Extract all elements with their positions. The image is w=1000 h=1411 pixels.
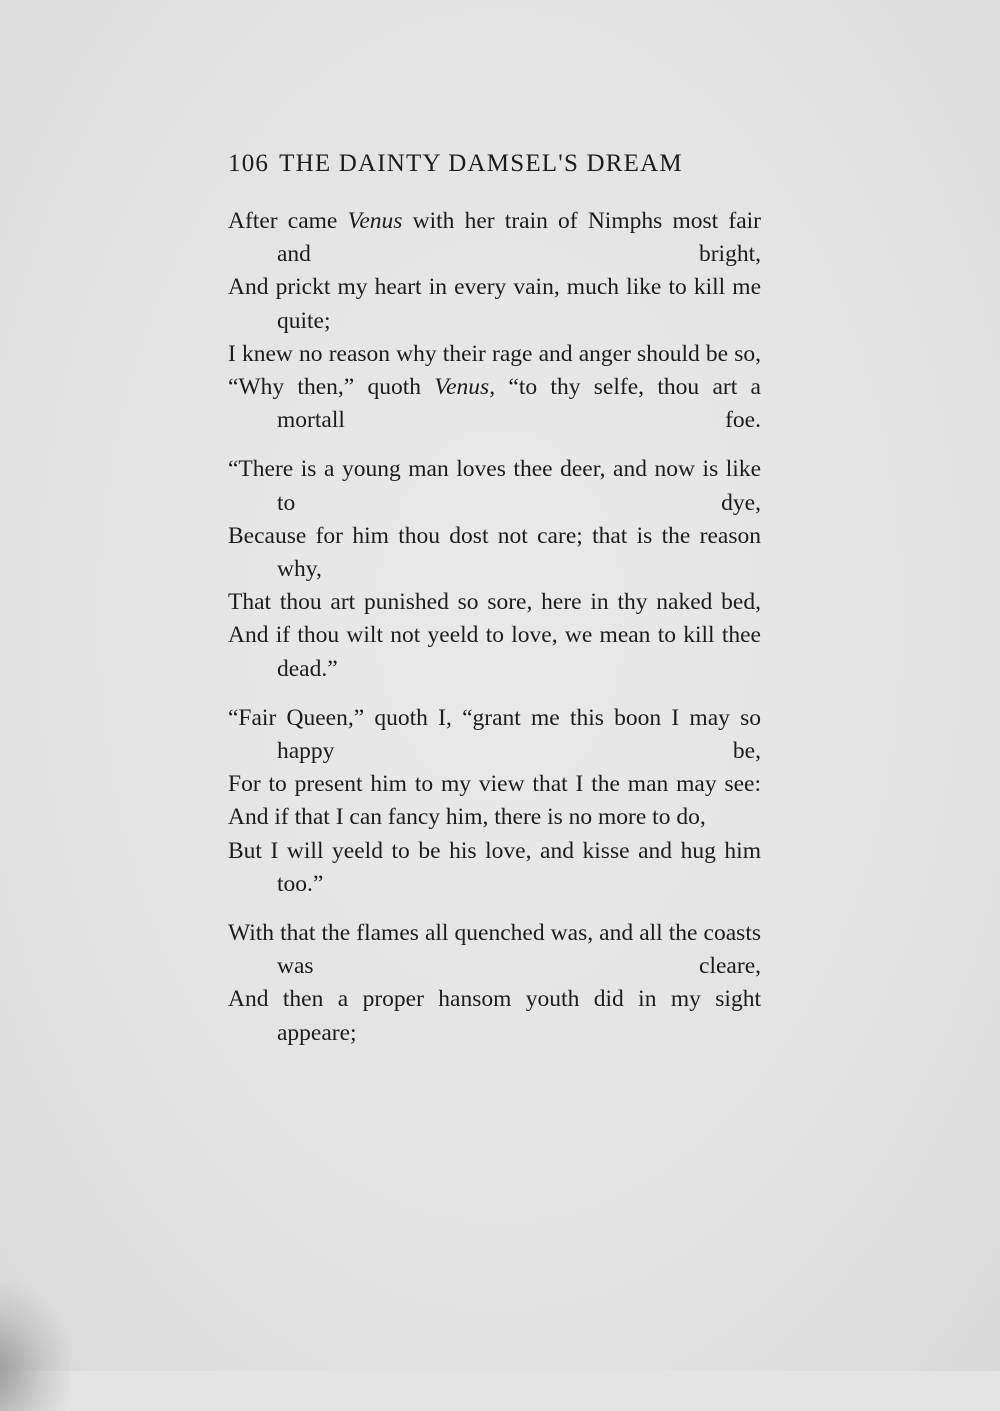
stanza <box>228 917 761 1050</box>
verse-line: I knew no reason why their rage and anger should be so, <box>228 340 761 367</box>
verse-line: With that the flames all quenched was, and all the coasts was cleare, <box>228 920 761 980</box>
verse-line: That thou art punished so sore, here in thy naked bed, <box>228 589 761 616</box>
verse-line: “There is a young man loves thee deer, and now is like to dye, <box>228 456 761 516</box>
italic-name: Venus <box>347 208 403 234</box>
verse-line: And then a proper hansom youth did in my sight appeare; <box>228 986 761 1046</box>
stanza <box>228 702 761 901</box>
running-title: THE DAINTY DAMSEL'S DREAM <box>279 150 683 177</box>
page-corner-shadow <box>0 1281 70 1411</box>
verse-line: “Fair Queen,” quoth I, “grant me this boon I may so happy be, <box>228 704 761 765</box>
poem-text <box>228 205 761 1066</box>
running-head <box>228 150 683 178</box>
verse-line: But I will yeeld to be his love, and kisse and hug him too.” <box>228 837 761 897</box>
verse-line: And prickt my heart in every vain, much like to kill me quite; <box>228 274 761 334</box>
page-number: 106 <box>228 150 270 177</box>
verse-line: For to present him to my view that I the man may see: <box>228 771 761 798</box>
stanza <box>228 205 761 437</box>
verse-line: “Why then,” quoth Venus, “to thy selfe, thou art a mortall foe. <box>228 374 761 434</box>
verse-line: After came Venus with her train of Nimphs most fair and bright, <box>228 208 761 268</box>
italic-name: Venus, <box>434 374 496 401</box>
verse-line: Because for him thou dost not care; that is the reason why, <box>228 522 761 583</box>
verse-line: And if that I can fancy him, there is no more to do, <box>228 804 706 831</box>
verse-line: And if thou wilt not yeeld to love, we mean to kill thee dead.” <box>228 622 761 682</box>
stanza <box>228 453 761 685</box>
